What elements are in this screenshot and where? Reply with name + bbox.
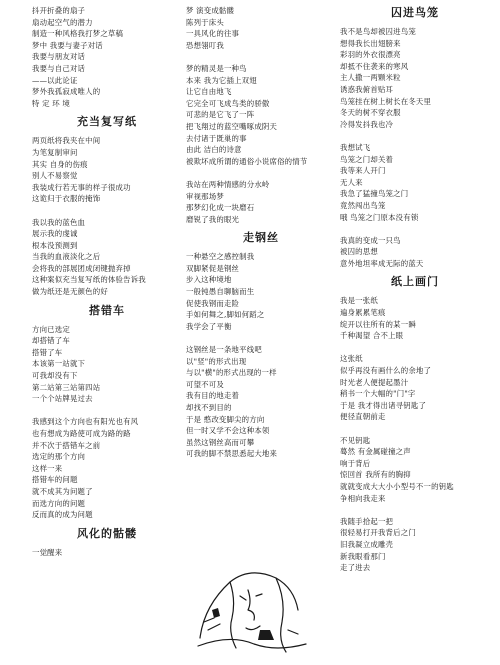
poem-line: 做为纸还是无颜色的好 <box>32 287 108 297</box>
poem-line: 会将我的部展团成闭键抛弃掉 <box>32 263 131 273</box>
poem-line: 这钢丝是一条地平线吧 <box>186 345 262 355</box>
poem-line: 去付诸于既巢的事 <box>186 133 247 143</box>
poem-line: 梦中 我要与妻子对话 <box>32 40 103 50</box>
poem-line: 我以我的蓝色血 <box>32 217 86 227</box>
poem-line: 两页纸将我夹在中间 <box>32 136 101 146</box>
poem-line: 被囚的思想 <box>340 247 378 257</box>
poem-line: 遍身累累笔痕 <box>340 308 386 318</box>
poem-line: 磨锐了我的眼光 <box>186 214 240 224</box>
poem-line: 一具风化的往事 <box>186 29 240 39</box>
poem-line: 制造一种风格我打梦之草稿 <box>32 29 124 39</box>
poem-block <box>32 217 182 298</box>
column-3 <box>340 0 490 574</box>
poem-line: 以"竖"的形式出现 <box>186 356 247 366</box>
column-2 <box>186 0 336 460</box>
poem-line: 本该第一站就下 <box>32 359 86 369</box>
poem-line: 特 定 环 境 <box>32 98 71 108</box>
poem-line: 把飞翔过的蓝空嘴啄成阴天 <box>186 121 278 131</box>
poem-line: 意外地坦率成无际的蓝天 <box>340 258 424 268</box>
poem-line: 我装成行若无事的样子很成功 <box>32 182 131 192</box>
poem-block <box>340 353 490 423</box>
poem-line: 我感到这个方向也有阳光也有风 <box>32 417 139 427</box>
poem-line: 而选方向的问题 <box>32 498 86 508</box>
poem-line: 梦外我孤寂成唯人的 <box>32 87 101 97</box>
ink-sketch-illustration <box>190 560 310 656</box>
poem-line: 冷得发抖我也冷 <box>340 119 394 129</box>
poem-line: 扇动起空气的潜力 <box>32 17 93 27</box>
poem-line: 那梦幻化成一块磨石 <box>186 203 255 213</box>
poem-line: 我要与自己对话 <box>32 63 86 73</box>
poem-line: 我要与朋友对话 <box>32 52 86 62</box>
poem-line: 蓦然 有金属碰撞之声 <box>340 447 411 457</box>
poem-line: 被欺坏成所谓的通俗小说席俗的情节 <box>186 156 308 166</box>
section-title: 风化的骷髅 <box>77 526 137 540</box>
poem-line: 梦 演变成骷髅 <box>186 6 235 15</box>
poem-line: 搭错了车 <box>32 347 63 357</box>
poem-line: 诱惑我俯首贴耳 <box>340 84 394 94</box>
poem-line: 我等来人开门 <box>340 166 386 176</box>
poem-line: 却抵不住袭来的寒风 <box>340 61 409 71</box>
poem-line: 无人来 <box>340 177 363 187</box>
poem-line: 鸟笼挂在树上树长在冬天里 <box>340 96 432 106</box>
poem-line: 虽然这钢丝高而可攀 <box>186 437 255 447</box>
section-title: 充当复写纸 <box>77 115 137 129</box>
poem-line: 反而真的成为问题 <box>32 510 93 520</box>
poem-line: 让它自由地飞 <box>186 87 232 97</box>
poem-block <box>340 26 490 130</box>
poem-line: 我站在两种情感的分水岭 <box>186 179 270 189</box>
poem-line: 我随手拾起一把 <box>340 516 394 526</box>
poem-line: 这张纸 <box>340 354 363 364</box>
poem-line: 可悲的是它飞了一阵 <box>186 110 255 120</box>
poem-line: 促使我钢而走险 <box>186 298 240 308</box>
poem-block <box>340 435 490 505</box>
poem-line: 第二站第三站第四站 <box>32 382 101 392</box>
poem-line: 我真的变成一只鸟 <box>340 235 401 245</box>
poem-line: 争相向我走来 <box>340 493 386 503</box>
poem-line: 别人不易察觉 <box>32 171 78 181</box>
poem-line: 由此 洁白的诗意 <box>186 145 242 155</box>
poem-line: 手如何舞之,脚如何蹈之 <box>186 310 265 320</box>
poem-line: 可我却没有下 <box>32 371 78 381</box>
column-1 <box>32 0 182 558</box>
poem-line: 新我眼看那门 <box>340 551 386 561</box>
poem-line: 我是一张纸 <box>340 296 378 306</box>
poem-line: 惊回首 我所有的胸抑 <box>340 470 411 480</box>
poem-line: 我不是鸟却被囚进鸟笼 <box>340 27 416 36</box>
section-title: 囚进鸟笼 <box>391 6 439 19</box>
poem-line: 并不次于搭错车之前 <box>32 440 101 450</box>
poem-block <box>32 324 182 405</box>
poem-line: 我想试飞 <box>340 142 371 152</box>
poem-line: 选定的那个方向 <box>32 452 86 462</box>
poem-line: 一般钝愚自聊脑而生 <box>186 287 255 297</box>
poem-line: 一种悬空之感控制我 <box>186 252 255 262</box>
poem-line: 这诡归于衣服的掩饰 <box>32 194 101 204</box>
poem-line: 与以"横"的形式出现的一样 <box>186 368 277 378</box>
poem-line: 彩羽的外衣很漂亮 <box>340 50 401 60</box>
poem-line: 主人撒一两颗米粒 <box>340 73 401 83</box>
poem-block <box>340 235 490 270</box>
poem-line: 旧我凝立成雕壳 <box>340 539 394 549</box>
poem-line: 陈列于床头 <box>186 17 224 27</box>
poem-line: 我有目的地走着 <box>186 391 240 401</box>
poem-line: 审视那场梦 <box>186 191 224 201</box>
poem-line: 似乎再没有画什么的余地了 <box>340 366 432 376</box>
poem-block <box>32 135 182 205</box>
poem-line: 一觉醒来 <box>32 547 63 557</box>
poem-block <box>186 344 336 460</box>
poem-line: 双脚紧促是钢丝 <box>186 263 240 273</box>
poem-line: 根本没预测到 <box>32 240 78 250</box>
poem-line: 展示我的虔诚 <box>32 229 78 239</box>
poem-line: 搭错车的问题 <box>32 475 78 485</box>
poem-line: 千种渴望 合不上眼 <box>340 331 404 341</box>
poem-line: 冬天的树不穿衣服 <box>340 108 401 118</box>
poem-line: 于是 我才得出诸寻钥匙了 <box>340 400 427 410</box>
poem-line: 不见钥匙 <box>340 435 371 445</box>
poem-line: 但一时又学不会这种本领 <box>186 426 270 436</box>
poem-line: 也有想成为路使可成为路的路 <box>32 429 131 438</box>
poem-line: 很轻易打开我背后之门 <box>340 528 416 538</box>
poem-block <box>186 179 336 225</box>
poem-line: 绽开以往所有的某一瞬 <box>340 319 416 329</box>
poem-block <box>340 142 490 223</box>
poem-line: 稍书一个大幅的"门"字 <box>340 389 416 399</box>
poem-line: 于是 憨改变脚尖的方向 <box>186 414 265 424</box>
section-title: 走钢丝 <box>243 231 279 245</box>
poem-line: 本来 我为它插上双翅 <box>186 75 257 85</box>
poem-line: 一个个站牌晃过去 <box>32 394 93 404</box>
poem-line: 其实 自身的伤痕 <box>32 159 88 169</box>
poem-line: 走了进去 <box>340 563 371 573</box>
poem-line: 就不成其为问题了 <box>32 486 93 496</box>
poem-line: 这种案似充当复写纸的体验告诉我 <box>32 275 146 285</box>
poem-line: 这样一来 <box>32 463 63 473</box>
poem-block <box>340 516 490 574</box>
poem-block <box>186 5 336 51</box>
poem-line: ——以此论证 <box>32 75 78 85</box>
poem-line: 我学会了平衡 <box>186 321 232 331</box>
poem-block <box>32 5 182 109</box>
poem-line: 响于背后 <box>340 458 371 468</box>
poem-line: 方向已选定 <box>32 324 70 334</box>
poem-line: 便径直朝前走 <box>340 412 386 422</box>
poem-line: 它完全可飞成鸟类的骄傲 <box>186 98 270 108</box>
poem-block <box>186 63 336 167</box>
poem-line: 哦 鸟笼之门原本没有锁 <box>340 212 419 222</box>
poem-line: 竟然闯出鸟笼 <box>340 200 386 210</box>
poem-line: 我急了猛撞鸟笼之门 <box>340 189 409 199</box>
section-title: 搭错车 <box>89 303 125 317</box>
poem-line: 却搭错了车 <box>32 336 70 346</box>
poem-line: 当我的血液淡化之后 <box>32 252 101 262</box>
poem-block <box>340 295 490 341</box>
poem-line: 恐想翎叮我 <box>186 40 224 50</box>
poem-block <box>32 547 182 559</box>
poem-line: 为笔复制审问 <box>32 147 78 157</box>
poem-line: 想得我长出翅膀来 <box>340 38 401 48</box>
poem-line: 可我的脚不禁思悉起大地来 <box>186 449 278 459</box>
poem-line: 鸟笼之门却关着 <box>340 154 394 164</box>
poem-line: 就就变成大大小小型号不一的钥匙 <box>340 481 454 491</box>
poem-block <box>32 416 182 520</box>
poem-line: 却找不到目的 <box>186 403 232 412</box>
poem-line: 梦的精灵是一种鸟 <box>186 63 247 73</box>
poem-line: 时光老人便提起墨汁 <box>340 377 409 387</box>
poem-line: 可望不可及 <box>186 379 224 389</box>
poem-line: 抖开折叠的扇子 <box>32 6 86 15</box>
poem-line: 步入这种境地 <box>186 275 232 285</box>
poem-block <box>186 251 336 332</box>
section-title: 纸上画门 <box>391 275 439 289</box>
